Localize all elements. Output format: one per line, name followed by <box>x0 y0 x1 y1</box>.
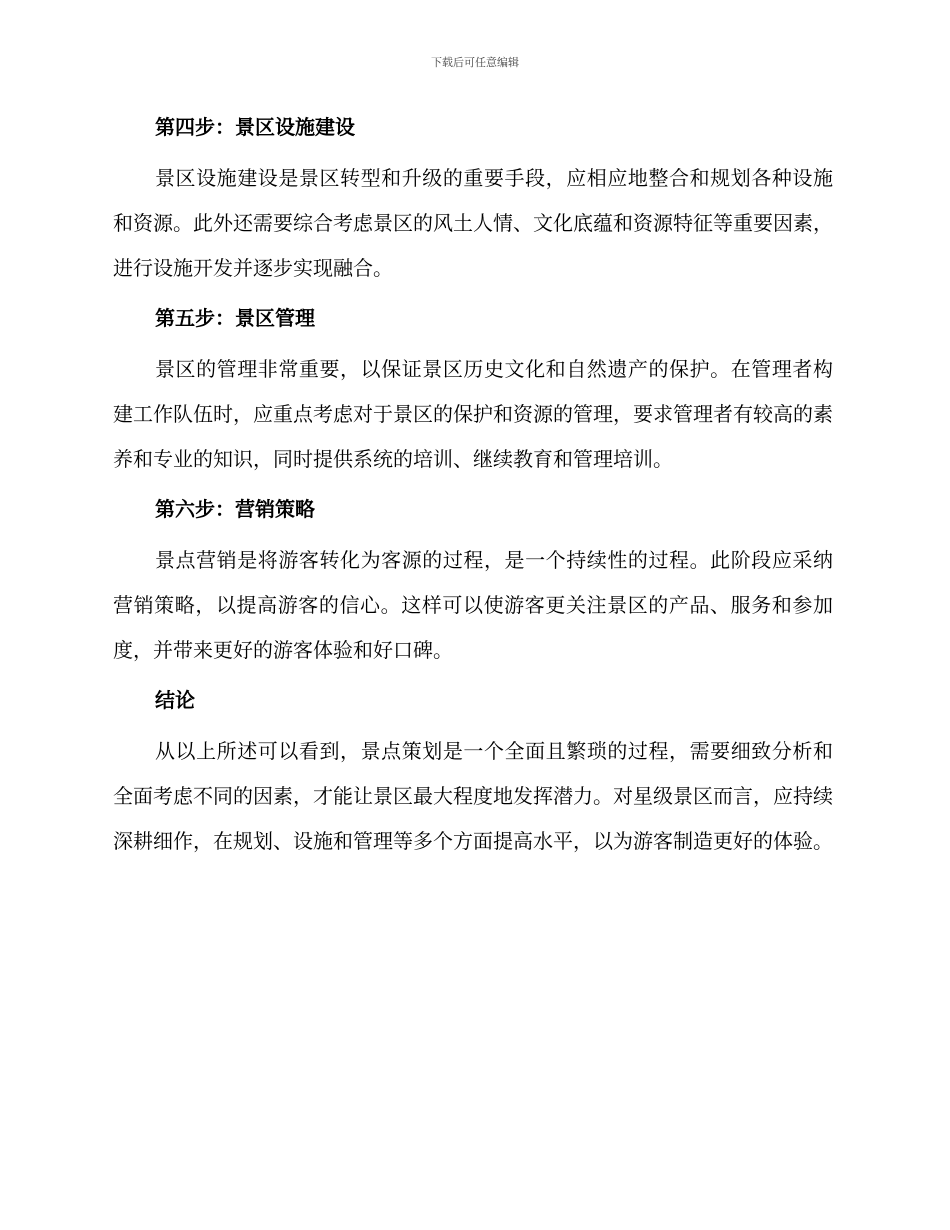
section-paragraph-step6: 景点营销是将游客转化为客源的过程，是一个持续性的过程。此阶段应采纳营销策略，以提高游客的信心。这样可以使游客更关注景区的产品、服务和参加度，并带来更好的游客体验和好口碑。 <box>113 548 833 662</box>
section-heading-conclusion: 结论 <box>155 688 195 712</box>
page-header: 下载后可任意编辑 <box>431 56 519 69</box>
section-heading-step5: 第五步：景区管理 <box>155 306 315 330</box>
section-heading-step6: 第六步：营销策略 <box>155 497 315 521</box>
section-paragraph-conclusion: 从以上所述可以看到，景点策划是一个全面且繁琐的过程，需要细致分析和全面考虑不同的因素，才能让景区最大程度地发挥潜力。对星级景区而言，应持续深耕细作，在规划、设施和管理等多个方面提高水平，以为游客制造更好的体验。 <box>113 739 833 853</box>
section-heading-step4: 第四步：景区设施建设 <box>155 115 355 139</box>
document-body <box>113 112 833 864</box>
section-paragraph-step4: 景区设施建设是景区转型和升级的重要手段，应相应地整合和规划各种设施和资源。此外还需要综合考虑景区的风土人情、文化底蕴和资源特征等重要因素，进行设施开发并逐步实现融合。 <box>113 166 833 280</box>
section-paragraph-step5: 景区的管理非常重要，以保证景区历史文化和自然遗产的保护。在管理者构建工作队伍时，应重点考虑对于景区的保护和资源的管理，要求管理者有较高的素养和专业的知识，同时提供系统的培训、继续教育和管理培训。 <box>113 357 833 471</box>
